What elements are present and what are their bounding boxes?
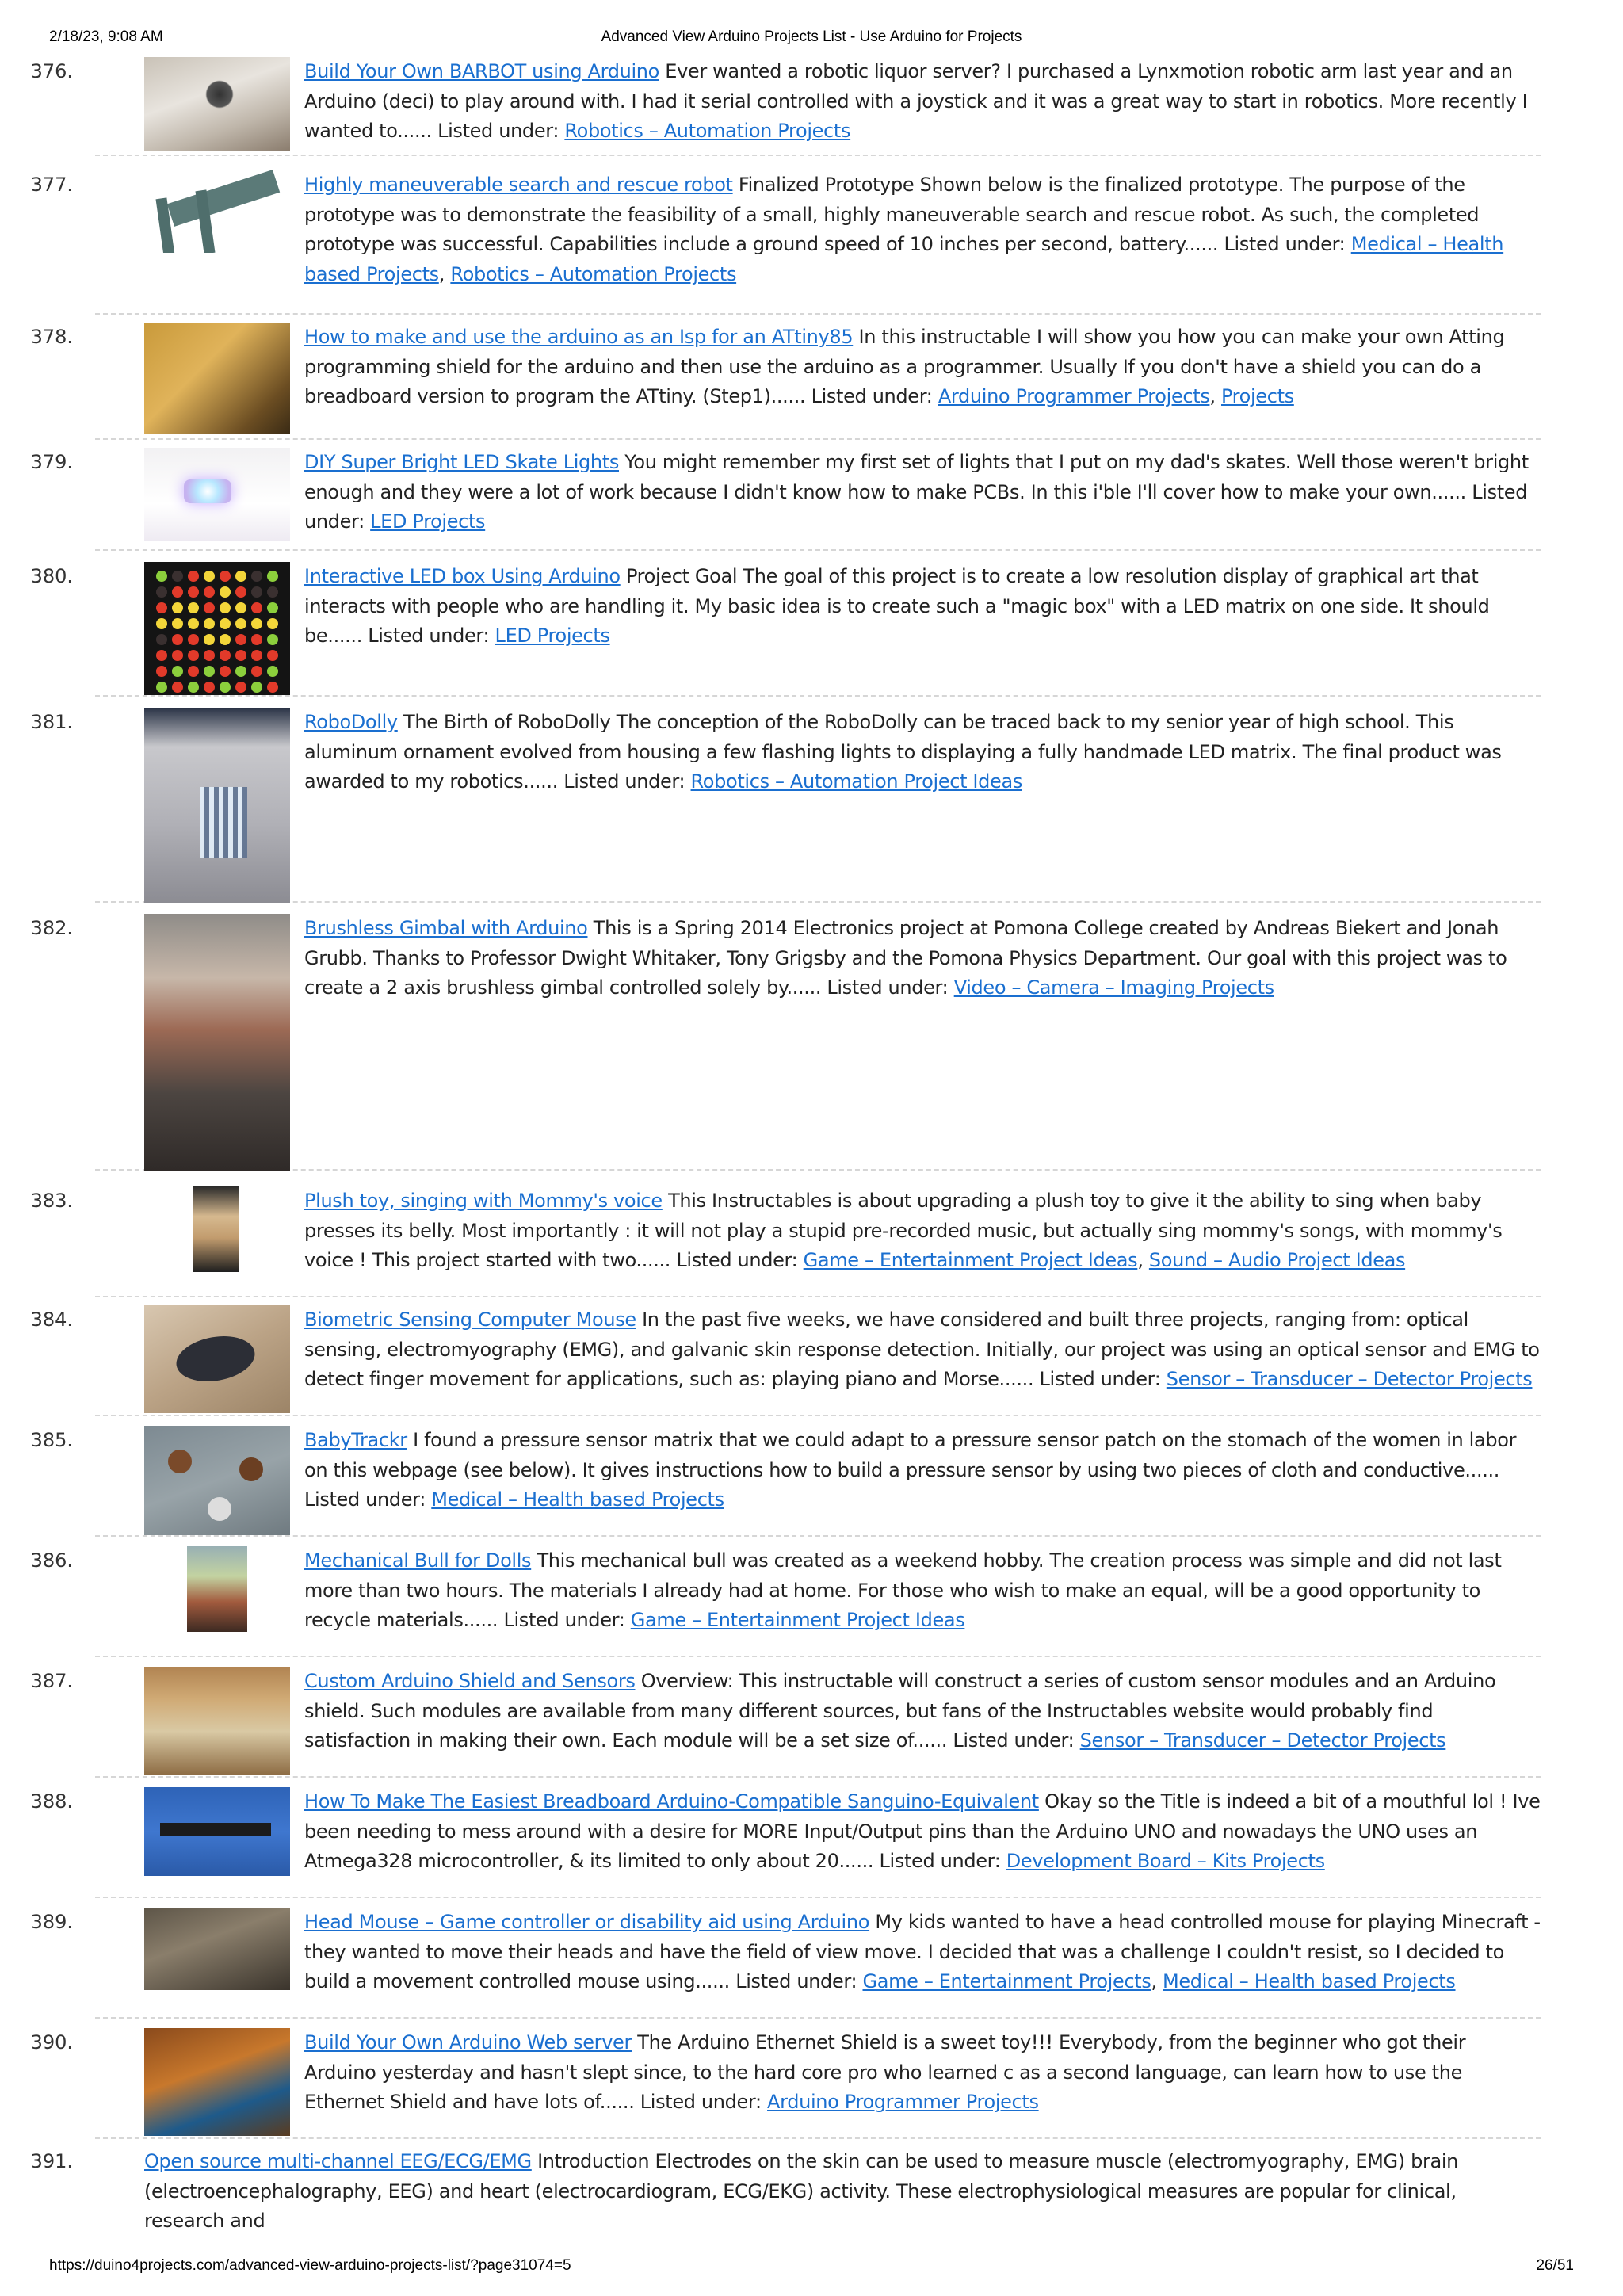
project-description: You might remember my first set of lights that I put on my dad's skates. Well those weren't bright enough and they were a lot of work because I didn't know how to make PCBs. In this i'ble I'll cover how to make your own...... <box>304 451 1529 503</box>
page-title: Advanced View Arduino Projects List - Use Arduino for Projects <box>601 29 1022 45</box>
led-dot <box>172 650 183 661</box>
project-thumbnail[interactable] <box>144 1787 290 1876</box>
category-link[interactable]: Robotics – Automation Project Ideas <box>690 770 1022 793</box>
category-link[interactable]: LED Projects <box>370 510 486 533</box>
item-number: 379. <box>30 451 73 473</box>
project-title-link[interactable]: How to make and use the arduino as an Isp for an ATtiny85 <box>304 326 854 348</box>
project-thumbnail[interactable] <box>144 170 290 253</box>
project-thumbnail[interactable] <box>144 708 290 903</box>
led-dot <box>251 571 262 582</box>
category-link[interactable]: Projects <box>1220 385 1294 407</box>
project-title-link[interactable]: How To Make The Easiest Breadboard Arduino-Compatible Sanguino-Equivalent <box>304 1790 1039 1813</box>
project-description: This Instructables is about upgrading a plush toy to give it the ability to sing when baby presses its belly. Most importantly : it will not play a stupid pre-recorded music, but actually sing mommy's songs, with mommy's voice ! This project started with two...... <box>304 1190 1503 1271</box>
item-number: 383. <box>30 1190 73 1212</box>
led-dot <box>267 682 278 693</box>
project-title-link[interactable]: Plush toy, singing with Mommy's voice <box>304 1190 663 1212</box>
led-dot <box>172 618 183 629</box>
led-dot <box>204 571 215 582</box>
led-dot <box>251 586 262 598</box>
item-number: 384. <box>30 1308 73 1331</box>
led-dot <box>235 666 246 677</box>
listed-under-label: Listed under: <box>1224 233 1346 255</box>
led-dot <box>251 634 262 645</box>
list-item: 389. Head Mouse – Game controller or disability aid using Arduino My kids wanted to have a head controlled mouse for playing Minecraft - they wanted to move their heads and have the field of view move. I decided that was a challenge I couldn't resist, so I decided to build a movement controlled mouse using...... Listed under: Game – Entertainment Projects, Medical – Health based Projects <box>95 1908 1541 2019</box>
project-thumbnail[interactable] <box>144 1186 290 1272</box>
led-dot <box>235 602 246 613</box>
category-link[interactable]: Robotics – Automation Projects <box>450 262 737 285</box>
list-item <box>30 1787 1541 1898</box>
category-link[interactable]: Game – Entertainment Project Ideas <box>803 1249 1138 1271</box>
item-number: 391. <box>30 2150 73 2172</box>
list-item <box>30 1305 1541 1416</box>
category-link[interactable]: Robotics – Automation Projects <box>564 120 851 142</box>
list-item <box>30 2028 1541 2139</box>
category-link[interactable]: Medical – Health based Projects <box>304 233 1504 285</box>
led-dot <box>188 650 199 661</box>
led-dot <box>220 602 231 613</box>
list-item <box>30 57 1541 156</box>
item-number: 376. <box>30 60 73 82</box>
project-description: In this instructable I will show you how you can make your own Atting programming shield for the arduino and then use the arduino as a programmer. Usually If you don't have a shield you can do a breadboard version to program the ATtiny. (Step1)...... <box>304 326 1505 407</box>
led-dot <box>267 634 278 645</box>
led-dot <box>235 618 246 629</box>
led-matrix-image <box>144 562 290 695</box>
led-dot <box>156 618 167 629</box>
project-description: Okay so the Title is indeed a bit of a mouthful lol ! Ive been needing to mess around with a desire for MORE Input/Output pins than the Arduino UNO and nowadays the UNO uses an Atmega328 microcontroller, & its limited to only about 20...... <box>304 1790 1541 1872</box>
led-dot <box>251 650 262 661</box>
led-dot <box>267 571 278 582</box>
led-dot <box>172 682 183 693</box>
list-item <box>30 1667 1541 1778</box>
led-dot <box>220 650 231 661</box>
category-link[interactable]: Development Board – Kits Projects <box>1006 1850 1325 1872</box>
project-description: Overview: This instructable will construct a series of custom sensor modules and an Arduino shield. Such modules are available from many different sources, but fans of the Instructables website would probably find satisfaction in making their own. Each module will be a set size of...... <box>304 1670 1496 1752</box>
item-number: 381. <box>30 711 73 733</box>
project-title-link[interactable]: Mechanical Bull for Dolls <box>304 1549 532 1572</box>
item-number: 389. <box>30 1911 73 1933</box>
list-item <box>30 448 1541 551</box>
listed-under-label: Listed under: <box>735 1970 857 1992</box>
project-thumbnail[interactable] <box>144 448 290 541</box>
category-link[interactable]: Sound – Audio Project Ideas <box>1148 1249 1406 1271</box>
project-thumbnail[interactable] <box>144 1546 290 1632</box>
listed-under-label: Listed under: <box>563 770 685 793</box>
listed-under-label: Listed under: <box>953 1729 1075 1752</box>
led-dot <box>156 650 167 661</box>
listed-under-label: Listed under: <box>368 625 490 647</box>
led-dot <box>220 571 231 582</box>
led-dot <box>220 666 231 677</box>
project-description: The Arduino Ethernet Shield is a sweet toy!!! Everybody, from the beginner who got their Arduino yesterday and hasn't slept since, to the hard core pro who learned c as a second language, can learn how to use the Ethernet Shield and have lots of...... <box>304 2031 1466 2113</box>
led-dot <box>204 618 215 629</box>
led-dot <box>188 634 199 645</box>
led-dot <box>188 586 199 598</box>
led-dot <box>172 571 183 582</box>
list-item: 383. Plush toy, singing with Mommy's voice This Instructables is about upgrading a plush toy to give it the ability to sing when baby presses its belly. Most importantly : it will not play a stupid pre-recorded music, but actually sing mommy's songs, with mommy's voice ! This project started with two...... Listed under: Game – Entertainment Project Ideas, Sound – Audio Project Ideas <box>95 1186 1541 1297</box>
led-dot <box>188 571 199 582</box>
listed-under-label: Listed under: <box>640 2091 762 2113</box>
project-title-link[interactable]: Build Your Own Arduino Web server <box>304 2031 632 2053</box>
category-link[interactable]: Game – Entertainment Projects <box>862 1970 1151 1992</box>
led-dot <box>204 634 215 645</box>
project-thumbnail[interactable] <box>144 2028 290 2136</box>
led-dot <box>267 586 278 598</box>
led-dot <box>204 586 215 598</box>
listed-under-label: Listed under: <box>503 1609 625 1631</box>
project-thumbnail[interactable] <box>144 562 290 695</box>
led-dot <box>267 602 278 613</box>
project-description: This mechanical bull was created as a weekend hobby. The creation process was simple and did not last more than two hours. The materials I already had at home. For those who wish to make an equal, will be a good opportunity to recycle materials...... <box>304 1549 1502 1631</box>
item-number: 386. <box>30 1549 73 1572</box>
project-title-link[interactable]: Brushless Gimbal with Arduino <box>304 917 588 939</box>
led-dot <box>156 634 167 645</box>
item-number: 380. <box>30 565 73 587</box>
project-description: Ever wanted a robotic liquor server? I purchased a Lynxmotion robotic arm last year and an Arduino (deci) to play around with. I had it serial controlled with a joystick and it was a great way to start in robotics. More recently I wanted to...... <box>304 60 1528 142</box>
led-dot <box>267 650 278 661</box>
listed-under-label: Listed under: <box>437 120 559 142</box>
print-datetime: 2/18/23, 9:08 AM <box>49 29 163 45</box>
item-number: 390. <box>30 2031 73 2053</box>
page-number: 26/51 <box>1536 2257 1574 2274</box>
category-link[interactable]: LED Projects <box>495 625 610 647</box>
project-description: I found a pressure sensor matrix that we could adapt to a pressure sensor patch on the stomach of the women in labor on this webpage (see below). It gives instructions how to build a pressure sensor by using two pieces of cloth and conductive...... <box>304 1429 1517 1481</box>
led-dot <box>251 682 262 693</box>
project-thumbnail[interactable] <box>144 323 290 434</box>
project-title-link[interactable]: Build Your Own BARBOT using Arduino <box>304 60 659 82</box>
project-title-link[interactable]: Head Mouse – Game controller or disability aid using Arduino <box>304 1911 870 1933</box>
list-item <box>30 1426 1541 1537</box>
led-dot <box>204 666 215 677</box>
listed-under-label: Listed under: <box>304 480 1528 533</box>
category-link[interactable]: Video – Camera – Imaging Projects <box>953 976 1274 999</box>
led-dot <box>235 571 246 582</box>
category-link[interactable]: Arduino Programmer Projects <box>767 2091 1039 2113</box>
list-item: 378. How to make and use the arduino as an Isp for an ATtiny85 In this instructable I will show you how you can make your own Atting programming shield for the arduino and then use the arduino as a programmer. Usually If you don't have a shield you can do a breadboard version to program the ATtiny. (Step1)...... Listed under: Arduino Programmer Projects, Projects <box>95 323 1541 440</box>
project-thumbnail[interactable] <box>144 1305 290 1413</box>
project-description: Project Goal The goal of this project is to create a low resolution display of graphical art that interacts with people who are handling it. My basic idea is to create such a "magic box" with a LED matrix on one side. It should be...... <box>304 565 1490 647</box>
led-dot <box>188 682 199 693</box>
led-dot <box>267 618 278 629</box>
led-dot <box>172 666 183 677</box>
category-link[interactable]: Sensor – Transducer – Detector Projects <box>1166 1368 1533 1390</box>
led-dot <box>220 634 231 645</box>
project-title-link[interactable]: Custom Arduino Shield and Sensors <box>304 1670 636 1692</box>
item-number: 388. <box>30 1790 73 1813</box>
project-thumbnail[interactable] <box>144 1908 290 1990</box>
led-dot <box>188 602 199 613</box>
listed-under-label: Listed under: <box>304 1488 426 1511</box>
listed-under-label: Listed under: <box>676 1249 798 1271</box>
project-title-link[interactable]: DIY Super Bright LED Skate Lights <box>304 451 619 473</box>
project-description: The Birth of RoboDolly The conception of the RoboDolly can be traced back to my senior year of high school. This aluminum ornament evolved from housing a few flashing lights to displaying a fully handmade LED matrix. The final product was awarded to my robotics...... <box>304 711 1502 793</box>
list-item <box>30 914 1541 1171</box>
project-thumbnail[interactable] <box>144 914 290 1171</box>
led-dot <box>172 586 183 598</box>
item-number: 377. <box>30 174 73 196</box>
led-dot <box>172 602 183 613</box>
listed-under-label: Listed under: <box>1039 1368 1161 1390</box>
project-title-link[interactable]: Biometric Sensing Computer Mouse <box>304 1308 636 1331</box>
led-dot <box>156 586 167 598</box>
project-title-link[interactable]: RoboDolly <box>304 711 398 733</box>
led-dot <box>220 682 231 693</box>
category-link[interactable]: Medical – Health based Projects <box>431 1488 724 1511</box>
project-description: This is a Spring 2014 Electronics project at Pomona College created by Andreas Biekert and Jonah Grubb. Thanks to Professor Dwight Whitaker, Tony Grigsby and the Pomona Physics Department. Our goal with this project was to create a 2 axis brushless gimbal controlled solely by...... <box>304 917 1507 999</box>
project-title-link[interactable]: Open source multi-channel EEG/ECG/EMG <box>144 2150 532 2172</box>
list-item <box>30 1546 1541 1657</box>
category-link[interactable]: Medical – Health based Projects <box>1163 1970 1456 1992</box>
project-thumbnail[interactable] <box>144 1426 290 1535</box>
led-dot <box>204 602 215 613</box>
led-dot <box>220 586 231 598</box>
item-number: 382. <box>30 917 73 939</box>
project-description: Finalized Prototype Shown below is the finalized prototype. The purpose of the prototype was to demonstrate the feasibility of a small, highly maneuverable search and rescue robot. As such, the completed prototype was successful. Capabilities include a ground speed of 10 inches per second, battery...... <box>304 174 1480 255</box>
listed-under-label: Listed under: <box>879 1850 1001 1872</box>
led-dot <box>267 666 278 677</box>
project-title-link[interactable]: BabyTrackr <box>304 1429 407 1451</box>
led-dot <box>156 602 167 613</box>
item-number: 387. <box>30 1670 73 1692</box>
led-dot <box>204 650 215 661</box>
led-dot <box>188 618 199 629</box>
led-dot <box>188 666 199 677</box>
led-dot <box>235 586 246 598</box>
led-dot <box>251 666 262 677</box>
page-url: https://duino4projects.com/advanced-view-arduino-projects-list/?page31074=5 <box>49 2257 571 2274</box>
list-item: 377. Highly maneuverable search and rescue robot Finalized Prototype Shown below is the finalized prototype. The purpose of the prototype was to demonstrate the feasibility of a small, highly maneuverable search and rescue robot. As such, the completed prototype was successful. Capabilities include a ground speed of 10 inches per second, battery...... Listed under: Medical – Health based Projects, Robotics – Automation Projects <box>95 170 1541 315</box>
list-item <box>30 2147 1541 2232</box>
led-dot <box>156 666 167 677</box>
list-item <box>30 708 1541 903</box>
listed-under-label: Listed under: <box>827 976 949 999</box>
project-description: In the past five weeks, we have considered and built three projects, ranging from: optical sensing, electromyography (EMG), and galvanic skin response detection. Initially, our project was using an optical sensor and EMG to detect finger movement for applications, such as: playing piano and Morse...... <box>304 1308 1540 1390</box>
project-description: My kids wanted to have a head controlled mouse for playing Minecraft - they wanted to move their heads and have the field of view move. I decided that was a challenge I couldn't resist, so I decided to build a movement controlled mouse using...... <box>304 1911 1541 1992</box>
category-link[interactable]: Game – Entertainment Project Ideas <box>630 1609 965 1631</box>
led-dot <box>235 634 246 645</box>
led-dot <box>156 682 167 693</box>
category-link[interactable]: Sensor – Transducer – Detector Projects <box>1079 1729 1446 1752</box>
item-number: 378. <box>30 326 73 348</box>
project-title-link[interactable]: Highly maneuverable search and rescue robot <box>304 174 733 196</box>
led-dot <box>251 602 262 613</box>
print-footer <box>0 2257 1623 2281</box>
project-thumbnail[interactable] <box>144 57 290 151</box>
led-dot <box>220 618 231 629</box>
item-number: 385. <box>30 1429 73 1451</box>
led-dot <box>251 618 262 629</box>
listed-under-label: Listed under: <box>811 385 933 407</box>
list-item <box>30 562 1541 697</box>
category-link[interactable]: Arduino Programmer Projects <box>938 385 1210 407</box>
print-header <box>0 24 1623 48</box>
project-list <box>0 57 1623 2232</box>
led-dot <box>204 682 215 693</box>
led-dot <box>235 650 246 661</box>
led-dot <box>172 634 183 645</box>
project-title-link[interactable]: Interactive LED box Using Arduino <box>304 565 621 587</box>
project-description: Introduction Electrodes on the skin can be used to measure muscle (electromyography, EMG) brain (electroencephalography, EEG) and heart (electrocardiogram, ECG/EKG) activity. These electrophysiological measures are popular for clinical, research and <box>144 2150 1459 2232</box>
led-dot <box>156 571 167 582</box>
project-thumbnail[interactable] <box>144 1667 290 1775</box>
led-dot <box>235 682 246 693</box>
